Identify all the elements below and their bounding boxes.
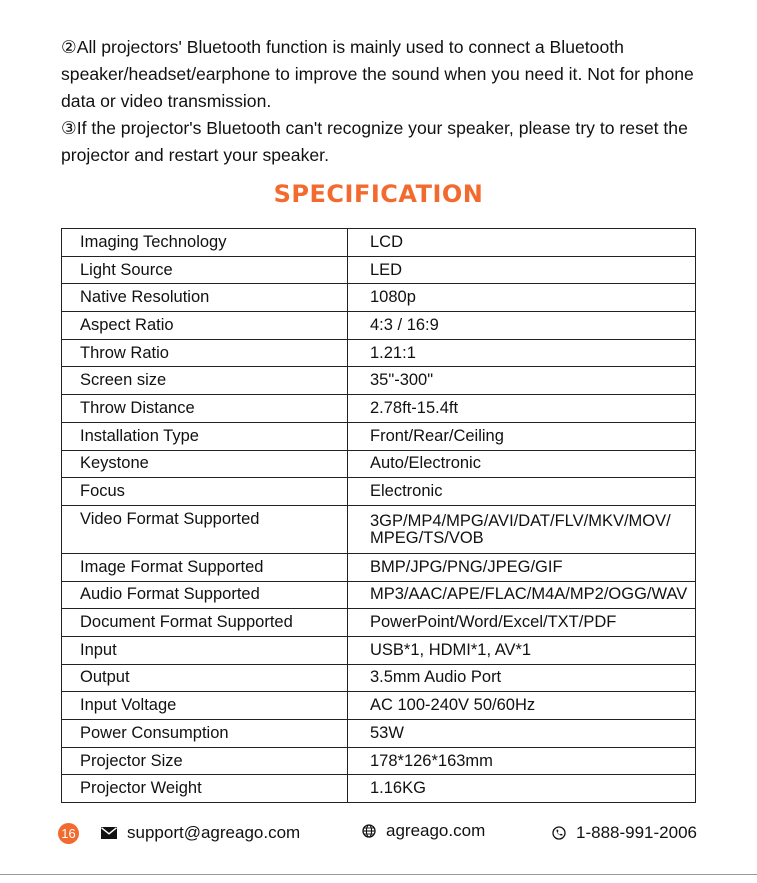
spec-label: Imaging Technology — [62, 229, 348, 257]
spec-label: Throw Ratio — [62, 339, 348, 367]
spec-value: 35"-300" — [348, 367, 696, 395]
spec-label: Keystone — [62, 450, 348, 478]
spec-row — [62, 284, 696, 312]
website-address[interactable]: agreago.com — [386, 821, 486, 840]
spec-value: 53W — [348, 720, 696, 748]
phone-number[interactable]: 1-888-991-2006 — [576, 823, 697, 842]
spec-row — [62, 720, 696, 748]
spec-value: BMP/JPG/PNG/JPEG/GIF — [348, 553, 696, 581]
spec-row — [62, 229, 696, 257]
spec-label: Output — [62, 664, 348, 692]
spec-label: Throw Distance — [62, 395, 348, 423]
footer-website[interactable] — [362, 821, 485, 841]
footer-email[interactable] — [101, 823, 300, 843]
spec-row — [62, 775, 696, 803]
spec-value: 1.16KG — [348, 775, 696, 803]
specification-title: SPECIFICATION — [273, 180, 484, 208]
spec-value: AC 100-240V 50/60Hz — [348, 692, 696, 720]
spec-value: MP3/AAC/APE/FLAC/M4A/MP2/OGG/WAV — [348, 581, 696, 609]
spec-label: Installation Type — [62, 422, 348, 450]
spec-value: Front/Rear/Ceiling — [348, 422, 696, 450]
spec-label: Input Voltage — [62, 692, 348, 720]
spec-label: Video Format Supported — [62, 505, 348, 553]
globe-icon — [362, 824, 376, 838]
spec-value: 4:3 / 16:9 — [348, 312, 696, 340]
spec-value: LCD — [348, 229, 696, 257]
notes-section — [61, 34, 701, 169]
spec-row — [62, 367, 696, 395]
spec-label: Screen size — [62, 367, 348, 395]
spec-value: Auto/Electronic — [348, 450, 696, 478]
spec-row — [62, 422, 696, 450]
spec-row — [62, 747, 696, 775]
bluetooth-note-3: ③If the projector's Bluetooth can't recognize your speaker, please try to reset the projector and restart your speaker. — [61, 118, 688, 165]
page-footer — [0, 820, 757, 846]
spec-value: PowerPoint/Word/Excel/TXT/PDF — [348, 609, 696, 637]
phone-icon — [552, 826, 566, 840]
bottom-divider — [0, 874, 757, 875]
spec-label: Projector Size — [62, 747, 348, 775]
spec-row — [62, 664, 696, 692]
spec-row — [62, 609, 696, 637]
spec-label: Image Format Supported — [62, 553, 348, 581]
spec-value: 1080p — [348, 284, 696, 312]
spec-value: 178*126*163mm — [348, 747, 696, 775]
spec-label: Power Consumption — [62, 720, 348, 748]
spec-row — [62, 692, 696, 720]
spec-row — [62, 636, 696, 664]
spec-label: Audio Format Supported — [62, 581, 348, 609]
spec-label: Document Format Supported — [62, 609, 348, 637]
spec-row — [62, 478, 696, 506]
specification-table — [61, 228, 696, 803]
spec-value: 1.21:1 — [348, 339, 696, 367]
spec-label: Projector Weight — [62, 775, 348, 803]
spec-value: 2.78ft-15.4ft — [348, 395, 696, 423]
spec-row — [62, 450, 696, 478]
envelope-icon — [101, 827, 117, 839]
spec-row — [62, 505, 696, 553]
spec-label: Input — [62, 636, 348, 664]
spec-row — [62, 256, 696, 284]
spec-value: USB*1, HDMI*1, AV*1 — [348, 636, 696, 664]
page-number-badge: 16 — [58, 823, 79, 844]
spec-label: Focus — [62, 478, 348, 506]
spec-row — [62, 339, 696, 367]
spec-row — [62, 312, 696, 340]
spec-value: Electronic — [348, 478, 696, 506]
bluetooth-note-2: ②All projectors' Bluetooth function is mainly used to connect a Bluetooth speaker/headset/earphone to improve the sound when you need it. Not for phone data or video transmission. — [61, 37, 694, 111]
spec-value: LED — [348, 256, 696, 284]
spec-label: Aspect Ratio — [62, 312, 348, 340]
spec-row — [62, 553, 696, 581]
spec-row — [62, 581, 696, 609]
spec-label: Native Resolution — [62, 284, 348, 312]
footer-phone[interactable] — [552, 823, 697, 843]
email-address[interactable]: support@agreago.com — [127, 823, 301, 842]
spec-value: 3.5mm Audio Port — [348, 664, 696, 692]
spec-label: Light Source — [62, 256, 348, 284]
spec-row — [62, 395, 696, 423]
spec-value: 3GP/MP4/MPG/AVI/DAT/FLV/MKV/MOV/ MPEG/TS/VOB — [348, 505, 696, 553]
